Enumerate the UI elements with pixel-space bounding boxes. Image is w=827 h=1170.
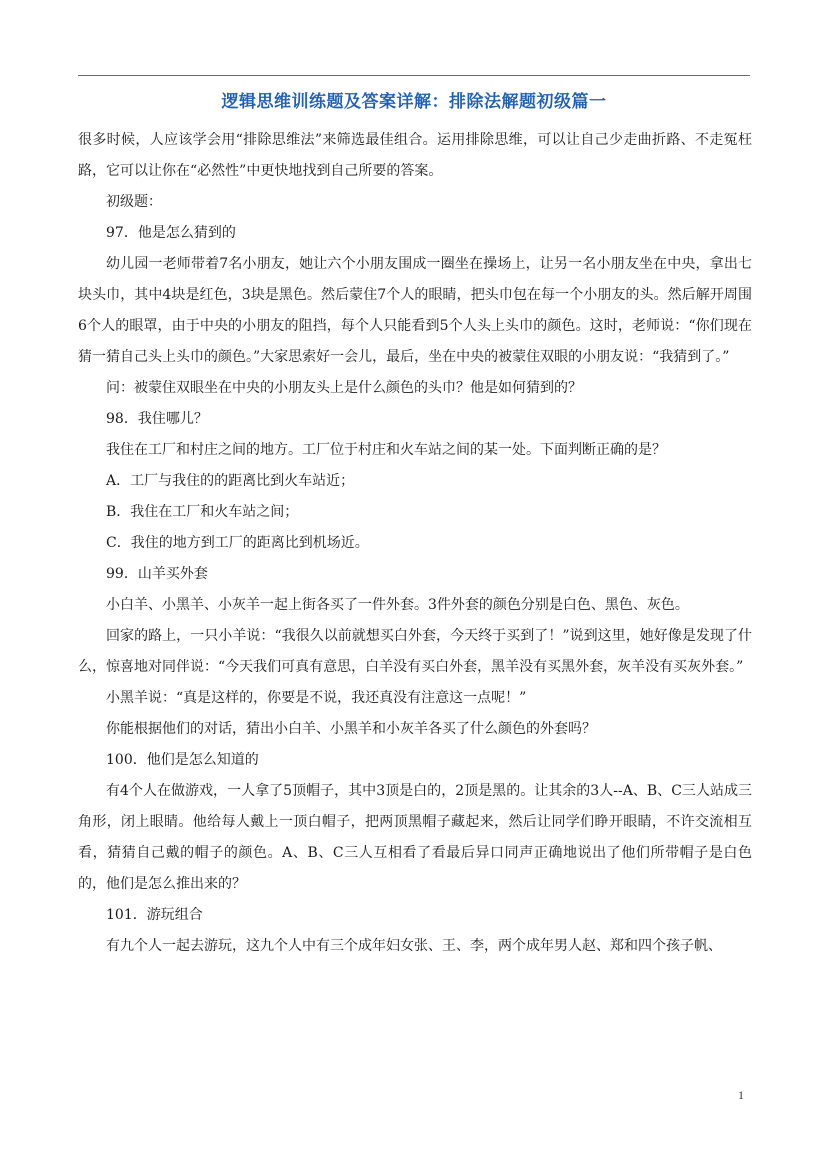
paragraph: A．工厂与我住的的距离比到火车站近； — [106, 473, 355, 489]
paragraph: 小黑羊说：“真是这样的，你要是不说，我还真没有注意这一点呢！” — [106, 690, 527, 706]
paragraph: 初级题： — [106, 194, 162, 210]
document-body — [78, 125, 752, 962]
paragraph: 问：被蒙住双眼坐在中央的小朋友头上是什么颜色的头巾？他是如何猜到的？ — [106, 380, 582, 396]
paragraph: 有4个人在做游戏，一人拿了5顶帽子，其中3顶是白的，2顶是黑的。让其余的3人--A、B、C三人站成三角形，闭上眼睛。他给每人戴上一顶白帽子，把两顶黑帽子藏起来，然后让同学们睁开眼睛，不许交流相互看，猜猜自己戴的帽子的颜色。A、B、C三人互相看了看最后异口同声正确地说出了他们所带帽子是白色的，他们是怎么推出来的？ — [78, 783, 752, 892]
paragraph: 你能根据他们的对话，猜出小白羊、小黑羊和小灰羊各买了什么颜色的外套吗？ — [106, 721, 596, 737]
paragraph: 有九个人一起去游玩，这九个人中有三个成年妇女张、王、李，两个成年男人赵、郑和四个孩子帆、 — [106, 938, 722, 954]
paragraph: 很多时候，人应该学会用“排除思维法”来筛选最佳组合。运用排除思维，可以让自己少走曲折路、不走冤枉路，它可以让你在“必然性”中更快地找到自己所要的答案。 — [78, 132, 752, 179]
paragraph: C．我住的地方到工厂的距离比到机场近。 — [106, 535, 369, 551]
paragraph: 小白羊、小黑羊、小灰羊一起上街各买了一件外套。3件外套的颜色分别是白色、黑色、灰色。 — [106, 597, 689, 613]
paragraph: 97．他是怎么猜到的 — [106, 225, 236, 241]
paragraph: B．我住在工厂和火车站之间； — [106, 504, 299, 520]
paragraph: 101．游玩组合 — [106, 907, 203, 923]
paragraph: 99．山羊买外套 — [106, 566, 208, 582]
paragraph: 我住在工厂和村庄之间的地方。工厂位于村庄和火车站之间的某一处。下面判断正确的是？ — [106, 442, 666, 458]
paragraph: 幼儿园一老师带着7名小朋友，她让六个小朋友围成一圈坐在操场上，让另一名小朋友坐在中央，拿出七块头巾，其中4块是红色，3块是黑色。然后蒙住7个人的眼睛，把头巾包在每一个小朋友的头。然后解开周围6个人的眼罩，由于中央的小朋友的阻挡，每个人只能看到5个人头上头巾的颜色。这时，老师说：“你们现在猜一猜自己头上头巾的颜色。”大家思索好一会儿，最后，坐在中央的被蒙住双眼的小朋友说：“我猜到了。” — [78, 256, 752, 365]
paragraph: 100．他们是怎么知道的 — [106, 752, 259, 768]
document-title: 逻辑思维训练题及答案详解：排除法解题初级篇一 — [221, 92, 607, 112]
page-number: 1 — [738, 1088, 744, 1102]
paragraph: 回家的路上，一只小羊说：“我很久以前就想买白外套，今天终于买到了！”说到这里，她好像是发现了什么，惊喜地对同伴说：“今天我们可真有意思，白羊没有买白外套，黑羊没有买黑外套，灰羊没有买灰外套。” — [78, 628, 752, 675]
header-rule — [78, 75, 750, 76]
paragraph: 98．我住哪儿？ — [106, 411, 208, 427]
